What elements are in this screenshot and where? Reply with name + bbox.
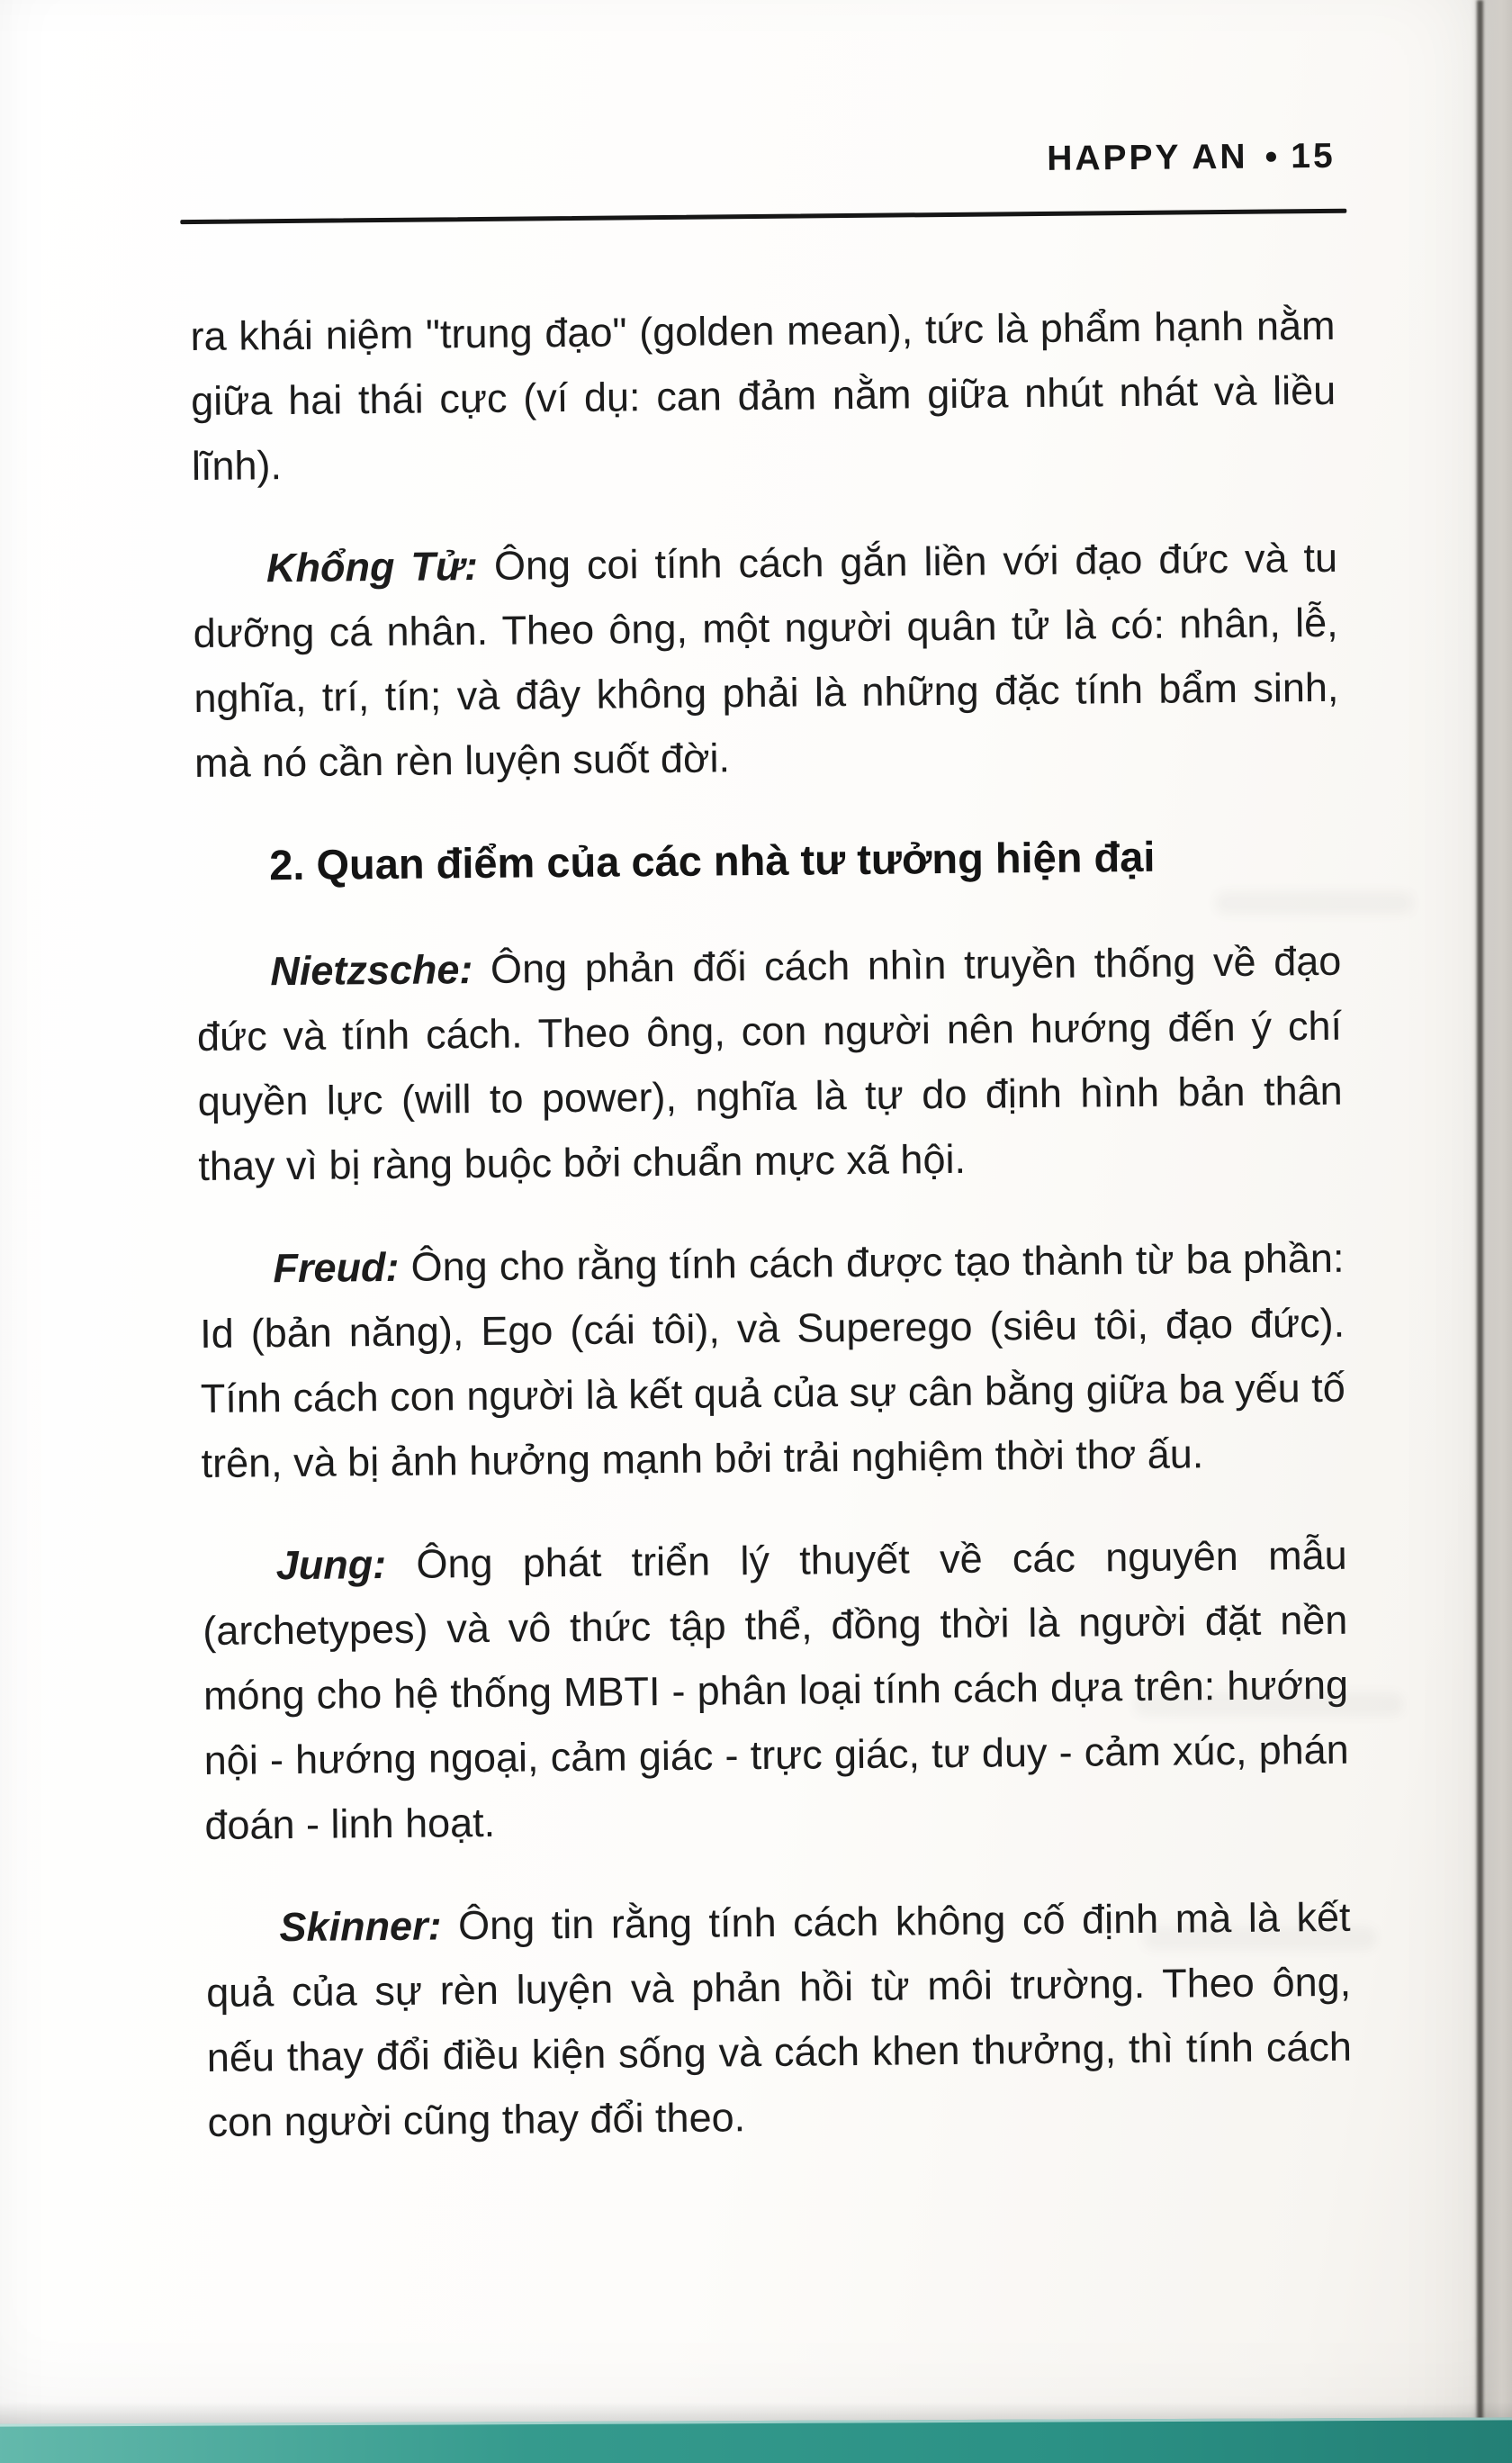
running-header <box>186 137 1336 187</box>
page-body <box>190 293 1353 2193</box>
paragraph-text: Ông coi tính cách gắn liền với đạo đức và tu dưỡng cá nhân. Theo ông, một người quân tử là có: nhân, lễ, nghĩa, trí, tín; và đây không phải là những đặc tính bẩm sinh, mà nó cần rèn luyện suốt đời. <box>193 534 1339 787</box>
paragraph-lead: Jung: <box>275 1541 387 1589</box>
paragraph-text: Ông tin rằng tính cách không cố định mà là kết quả của sự rèn luyện và phản hồi từ môi trường. Theo ông, nếu thay đổi điều kiện sống và cách khen thưởng, thì tính cách con người cũng thay đổi theo. <box>205 1893 1353 2145</box>
paragraph-text: Ông cho rằng tính cách được tạo thành từ ba phần: Id (bản năng), Ego (cái tôi), và Superego (siêu tôi, đạo đức). Tính cách con người là kết quả của sự cân bằng giữa ba yếu tố trên, và bị ảnh hưởng mạnh bởi trải nghiệm thời thơ ấu. <box>199 1234 1346 1486</box>
paragraph-nietzsche <box>196 929 1344 1199</box>
paragraph-skinner <box>205 1885 1353 2155</box>
paragraph-text: Ông phản đối cách nhìn truyền thống về đạo đức và tính cách. Theo ông, con người nên hướng đến ý chí quyền lực (will to power), nghĩa là tự do định hình bản thân thay vì bị ràng buộc bởi chuẩn mực xã hội. <box>196 937 1343 1190</box>
show-through-ghost <box>1143 1926 1377 1950</box>
page-number: 15 <box>1291 136 1336 176</box>
paragraph-text: ra khái niệm "trung đạo" (golden mean), tức là phẩm hạnh nằm giữa hai thái cực (ví dụ: can đảm nằm giữa nhút nhát và liều lĩnh). <box>190 302 1336 490</box>
show-through-ghost <box>1215 891 1413 915</box>
paragraph-lead: Freud: <box>273 1243 400 1292</box>
header-rule <box>180 209 1346 224</box>
section-heading: 2. Quan điểm của các nhà tư tưởng hiện đại <box>268 832 1156 889</box>
paragraph-jung <box>202 1523 1349 1858</box>
show-through-ghost <box>1134 1692 1404 1716</box>
paragraph-lead: Nietzsche: <box>270 946 473 995</box>
paragraph-lead: Skinner: <box>279 1902 442 1951</box>
paragraph-intro-continuation <box>190 293 1336 499</box>
paragraph-text: Ông phát triển lý thuyết về các nguyên mẫu (archetypes) và vô thức tập thể, đồng thời là người đặt nền móng cho hệ thống MBTI - phân loại tính cách dựa trên: hướng nội - hướng ngoại, cảm giác - trực giác, tư duy - cảm xúc, phán đoán - linh hoạt. <box>202 1531 1349 1848</box>
running-title: HAPPY AN <box>1047 137 1248 178</box>
header-bullet-icon: ● <box>1264 141 1279 169</box>
paragraph-lead: Khổng Tử: <box>266 542 479 591</box>
page-edge-gutter-line <box>1477 0 1483 2463</box>
book-cover-edge <box>0 2417 1512 2463</box>
paragraph-khong-tu <box>193 526 1340 796</box>
paragraph-freud <box>199 1226 1346 1496</box>
